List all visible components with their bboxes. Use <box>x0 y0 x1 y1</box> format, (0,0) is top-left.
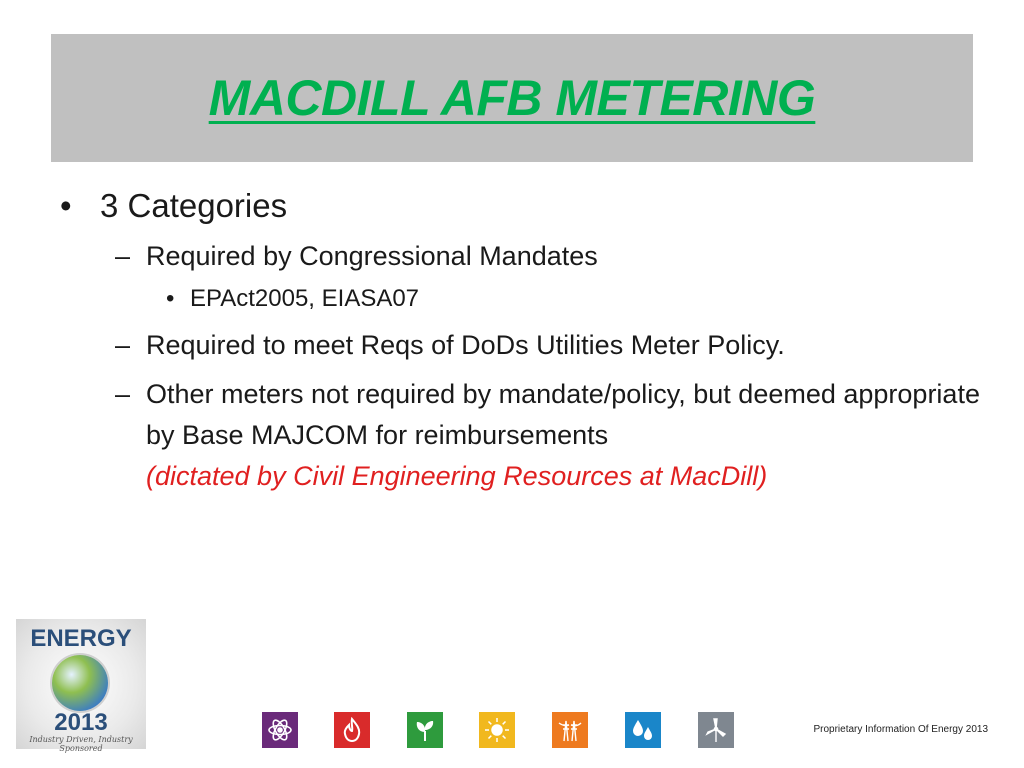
dash-icon: – <box>115 378 131 409</box>
sub-bullet-3 <box>60 374 980 497</box>
bullet-icon: • <box>166 284 175 312</box>
bullet-level1 <box>60 186 980 226</box>
sub-bullet-text: Required to meet Reqs of DoDs Utilities Meter Policy. <box>146 329 785 360</box>
atom-icon <box>262 712 298 748</box>
slide-body <box>60 186 980 497</box>
flame-icon <box>334 712 370 748</box>
sub-sub-bullet <box>60 281 980 317</box>
leaf-icon <box>407 712 443 748</box>
bullet-text: 3 Categories <box>100 187 288 224</box>
sun-icon <box>479 712 515 748</box>
bullet-icon: • <box>60 187 72 224</box>
sub-sub-bullet-text: EPAct2005, EIASA07 <box>190 284 420 312</box>
water-drops-icon <box>625 712 661 748</box>
dash-icon: – <box>115 240 131 271</box>
footer-proprietary: Proprietary Information Of Energy 2013 <box>813 724 988 735</box>
energy-2013-logo <box>16 619 146 753</box>
slide-title: MACDILL AFB METERING <box>208 70 816 126</box>
sub-bullet-text: Required by Congressional Mandates <box>146 240 598 271</box>
sub-bullet-1 <box>60 236 980 277</box>
dash-icon: – <box>115 329 131 360</box>
logo-wordmark: ENERGY <box>30 625 132 652</box>
sub-bullet-text: Other meters not required by mandate/policy, but deemed appropriate by Base MAJCOM for reimbursements <box>146 378 980 450</box>
power-lines-icon <box>552 712 588 748</box>
wind-turbine-icon <box>698 712 734 748</box>
logo-year: 2013 <box>54 709 108 736</box>
sub-bullet-2 <box>60 325 980 366</box>
title-bar <box>51 34 973 162</box>
globe-icon <box>52 655 108 711</box>
logo-tagline: Industry Driven, Industry Sponsored <box>29 735 133 753</box>
emphasis-text: (dictated by Civil Engineering Resources at MacDill) <box>146 460 768 491</box>
